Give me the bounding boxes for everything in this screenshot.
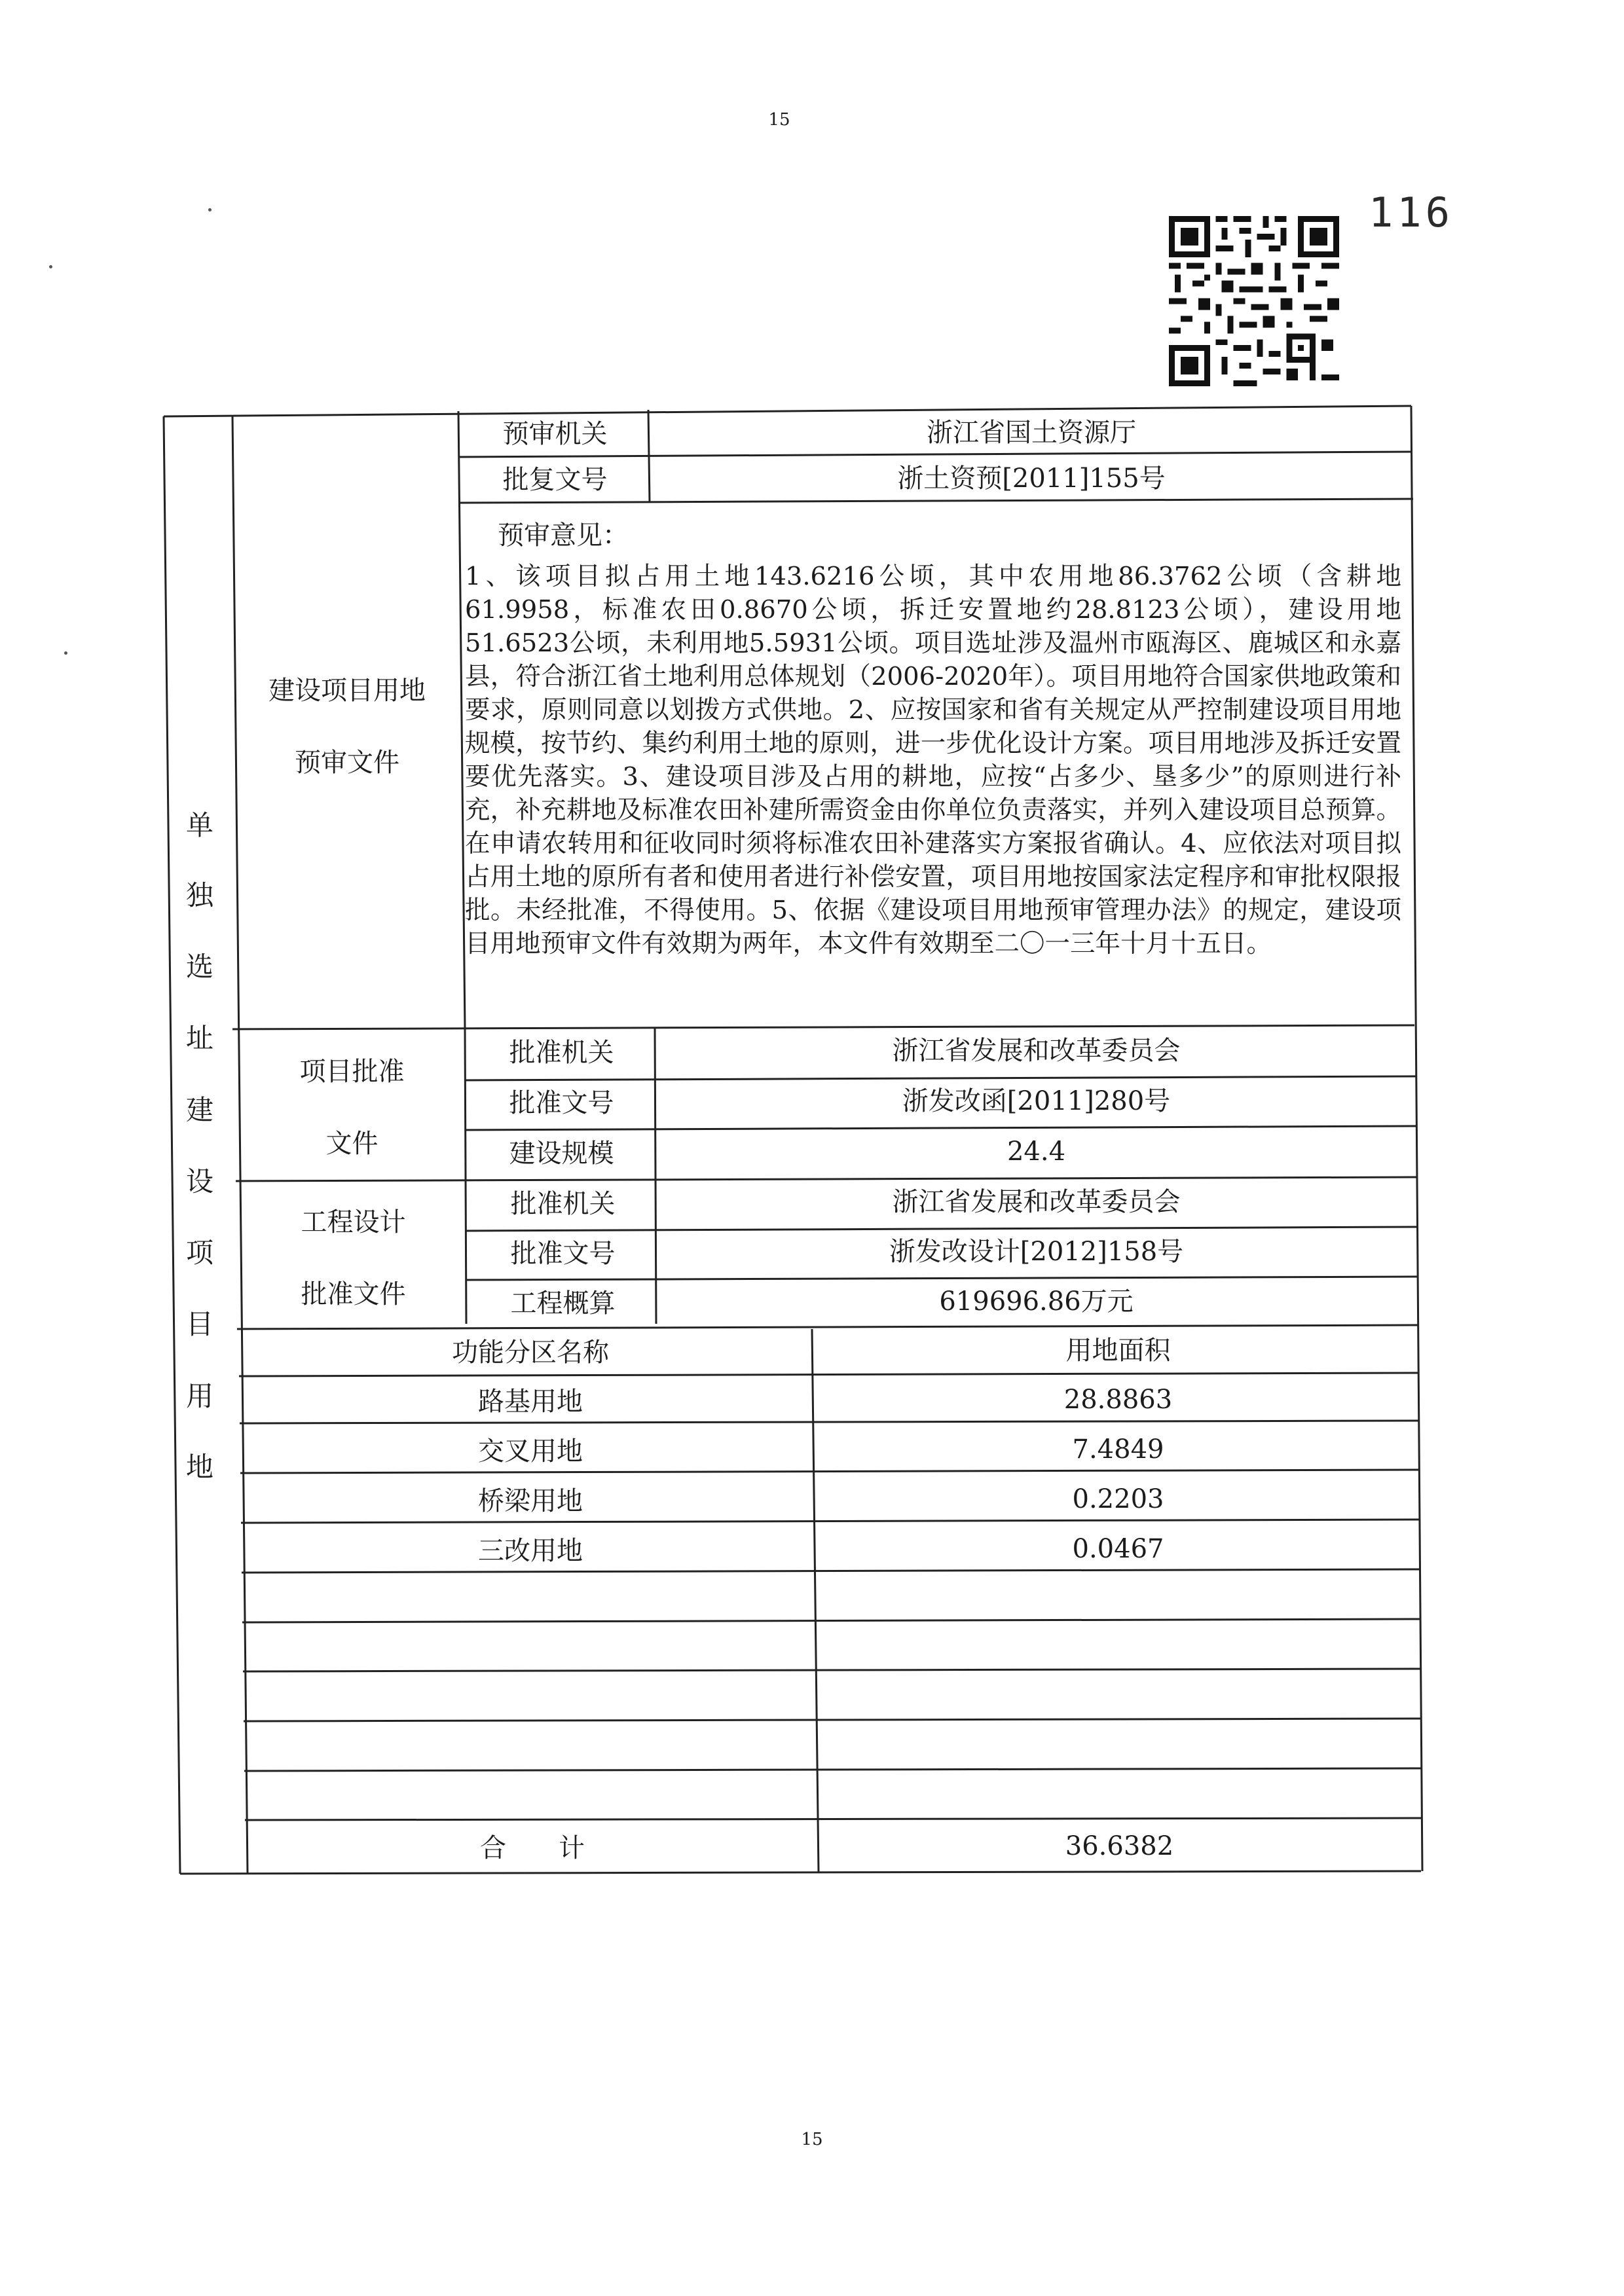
project-approval-row-label: 批准文号 xyxy=(509,1088,614,1118)
project-approval-row-value: 24.4 xyxy=(1006,1137,1066,1167)
land-table-row-area: 0.0467 xyxy=(1072,1534,1164,1564)
stamp-number: 116 xyxy=(1369,189,1454,236)
land-table-row-name: 交叉用地 xyxy=(478,1436,583,1467)
preapproval-authority-label: 预审机关 xyxy=(502,419,608,449)
design-approval-label-2: 批准文件 xyxy=(301,1279,406,1309)
project-approval-row-value: 浙江省发展和改革委员会 xyxy=(892,1036,1181,1066)
project-approval-row-label: 批准机关 xyxy=(509,1038,614,1068)
side-title-char: 项 xyxy=(185,1237,213,1269)
design-approval-row-label: 批准机关 xyxy=(510,1189,616,1219)
side-title-char: 目 xyxy=(185,1308,213,1340)
page-number-top: 15 xyxy=(768,110,790,130)
project-approval-row-value: 浙发改函[2011]280号 xyxy=(902,1086,1171,1116)
design-approval-row-label: 批准文号 xyxy=(510,1239,616,1269)
preapproval-section-label-2: 预审文件 xyxy=(295,748,399,778)
preapproval-docno-value: 浙土资预[2011]155号 xyxy=(897,464,1166,494)
preapproval-docno-label: 批复文号 xyxy=(502,465,608,495)
side-title-char: 单 xyxy=(185,809,213,841)
land-table-row-area: 7.4849 xyxy=(1072,1434,1164,1465)
design-approval-row-value: 619696.86万元 xyxy=(939,1286,1134,1317)
opinion-heading: 预审意见： xyxy=(498,520,629,551)
design-approval-row-label: 工程概算 xyxy=(510,1288,616,1319)
preapproval-authority-value: 浙江省国土资源厅 xyxy=(927,418,1136,448)
design-approval-row-value: 浙江省发展和改革委员会 xyxy=(892,1187,1181,1217)
project-approval-label-2: 文件 xyxy=(325,1129,378,1159)
design-approval-label-1: 工程设计 xyxy=(301,1207,406,1237)
land-table-row-name: 三改用地 xyxy=(478,1536,583,1566)
design-approval-row-value: 浙发改设计[2012]158号 xyxy=(889,1237,1184,1267)
land-table-header-name: 功能分区名称 xyxy=(452,1338,609,1368)
land-table-total-value: 36.6382 xyxy=(1065,1831,1174,1861)
land-table-total-label: 合 计 xyxy=(480,1833,585,1863)
land-table-row-name: 桥梁用地 xyxy=(478,1486,583,1516)
land-table-row-area: 28.8863 xyxy=(1063,1385,1173,1415)
project-approval-label-1: 项目批准 xyxy=(299,1057,405,1087)
page-number-bottom: 15 xyxy=(801,2130,823,2149)
project-approval-row-label: 建设规模 xyxy=(509,1139,614,1169)
side-title-char: 地 xyxy=(185,1451,213,1483)
side-title-char: 建 xyxy=(185,1094,213,1126)
side-title-char: 选 xyxy=(185,951,213,983)
land-table-row-area: 0.2203 xyxy=(1072,1484,1164,1514)
side-title-char: 独 xyxy=(185,879,213,911)
side-title-char: 用 xyxy=(185,1380,213,1412)
preapproval-section-label-1: 建设项目用地 xyxy=(268,676,426,706)
land-table-row-name: 路基用地 xyxy=(478,1387,583,1417)
side-title-char: 设 xyxy=(185,1165,213,1197)
opinion-body: 1、该项目拟占用土地143.6216公顷，其中农用地86.3762公顷（含耕地61.9958，标准农田0.8670公顷，拆迁安置地约28.8123公顷），建设用地51.6523公顷，未利用地5.5931公顷。项目选址涉及温州市瓯海区、鹿城区和永嘉县，符合浙江省土地利用总体规划（2006-2020年）。项目用地符合国家供地政策和要求，原则同意以划拨方式供地。2、应按国家和省有关规定从严控制建设项目用地规模，按节约、集约利用土地的原则，进一步优化设计方案。项目用地涉及拆迁安置要优先落实。3、建设项目涉及占用的耕地，应按“占多少、垦多少”的原则进行补充，补充耕地及标准农田补建所需资金由你单位负责落实，并列入建设项目总预算。在申请农转用和征收同时须将标准农田补建落实方案报省确认。4、应依法对项目拟占用土地的原所有者和使用者进行补偿安置，项目用地按国家法定程序和审批权限报批。未经批准，不得使用。5、依据《建设项目用地预审管理办法》的规定，建设项目用地预审文件有效期为两年，本文件有效期至二〇一三年十月十五日。 xyxy=(465,562,1401,958)
side-title-char: 址 xyxy=(185,1022,213,1054)
land-table-header-area: 用地面积 xyxy=(1065,1336,1171,1366)
